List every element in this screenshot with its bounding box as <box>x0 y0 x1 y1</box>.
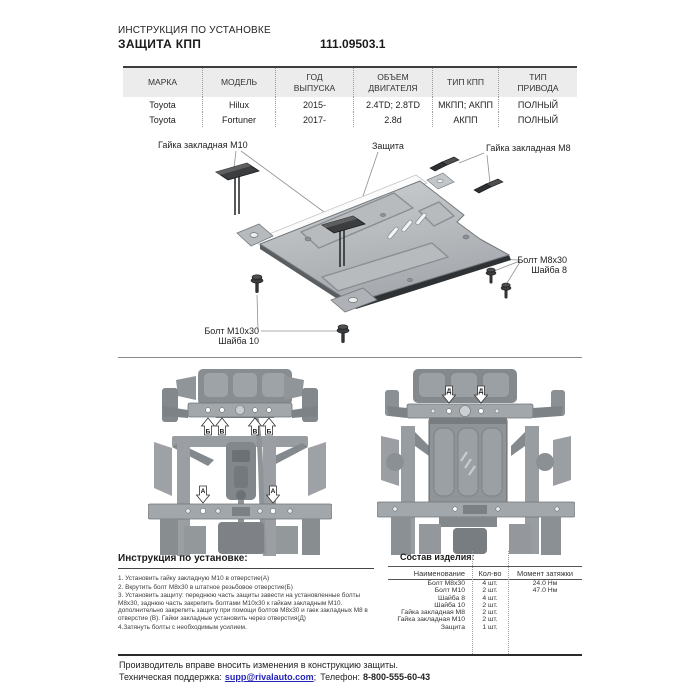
vehicle-cell: 2.8d <box>353 112 432 127</box>
vehicle-header-gearbox: ТИП КПП <box>432 68 498 97</box>
column-divider <box>508 551 509 654</box>
vehicle-cell: МКПП; АКПП <box>432 97 498 112</box>
vehicle-header-make: МАРКА <box>123 68 202 97</box>
part-qty: 2 шт. <box>482 601 498 609</box>
vehicle-header-model: МОДЕЛЬ <box>202 68 275 97</box>
vehicle-cell: Toyota <box>149 114 176 125</box>
instruction-step: 2. Вкрутить болт М8х30 в штатное резьбовое отверстие(Б) <box>118 583 293 591</box>
parts-row <box>388 580 582 587</box>
part-qty: 2 шт. <box>482 616 498 624</box>
instruction-step: 4.Затянуть болты с необходимым усилием. <box>118 623 247 631</box>
parts-header-name: Наименование <box>413 568 465 578</box>
part-name: Шайба 8 <box>438 594 465 602</box>
instructions-title: Инструкция по установке: <box>118 553 374 569</box>
vehicle-cell: 2017- <box>275 112 353 127</box>
part-qty: 2 шт. <box>482 587 498 595</box>
parts-row <box>388 595 582 602</box>
underbody-view-installed <box>377 366 575 556</box>
part-name: Шайба 10 <box>434 601 465 609</box>
part-torque <box>508 616 582 623</box>
callout-washer-8: Шайба 8 <box>531 265 567 275</box>
part-torque <box>508 595 582 602</box>
footer-divider <box>118 654 582 656</box>
part-torque: 24.0 Нм <box>532 580 558 587</box>
parts-row <box>388 624 582 631</box>
vehicle-cell: ПОЛНЫЙ <box>498 112 577 127</box>
marker-letter: Б <box>205 428 211 436</box>
vehicle-cell: 2015- <box>275 97 353 112</box>
marker-letter: А <box>270 488 276 495</box>
part-qty: 1 шт. <box>482 623 498 631</box>
callout-clamp-nut-m10: Гайка закладная М10 <box>158 140 248 150</box>
callout-bolt-m8: Болт М8х30 <box>517 255 567 265</box>
support-line <box>119 672 430 682</box>
vehicle-cell: АКПП <box>432 112 498 127</box>
clamp-nut-m10-icon <box>216 163 259 215</box>
bolt-m10-icon <box>251 275 263 293</box>
part-torque <box>508 609 582 616</box>
bolt-m8-icon <box>486 268 496 283</box>
part-name: Защита <box>440 623 465 631</box>
disclaimer-text: Производитель вправе вносить изменения в конструкцию защиты. <box>119 660 399 670</box>
part-qty: 4 шт. <box>482 594 498 602</box>
email-link[interactable]: supp@rivalauto.com <box>224 672 314 682</box>
bolt-m10-icon <box>337 325 349 343</box>
marker-letter: В <box>252 428 258 436</box>
vehicle-header-engine: ОБЪЕМ ДВИГАТЕЛЯ <box>353 68 432 97</box>
underbody-view-bare <box>148 366 332 556</box>
callout-washer-10: Шайба 10 <box>218 336 259 346</box>
parts-header-row <box>388 566 582 580</box>
vehicle-header-year: ГОД ВЫПУСКА <box>275 68 353 97</box>
parts-header-qty: Кол-во <box>478 568 502 578</box>
separator: ; <box>313 672 317 682</box>
marker-letter: Д <box>478 388 484 395</box>
parts-title: Состав изделия: <box>400 552 475 562</box>
exploded-diagram <box>110 131 590 353</box>
part-name: Болт М10 <box>434 587 465 595</box>
instruction-steps <box>118 575 372 632</box>
parts-header-torque: Момент затяжки <box>516 568 574 578</box>
parts-table <box>388 551 582 654</box>
page-title: ЗАЩИТА КПП <box>118 37 202 51</box>
callout-shield: Защита <box>372 141 404 151</box>
phone-number: 8-800-555-60-43 <box>363 672 431 682</box>
vehicle-header-drive: ТИП ПРИВОДА <box>498 68 577 97</box>
column-divider <box>472 551 473 654</box>
vehicle-cell: 2.4TD; 2.8TD <box>353 97 432 112</box>
clamp-nut-m8-icon <box>474 179 503 193</box>
phone-label: Телефон: <box>320 672 361 682</box>
marker-letter: А <box>200 488 206 495</box>
part-qty: 4 шт. <box>482 580 498 587</box>
doc-type-label: ИНСТРУКЦИЯ ПО УСТАНОВКЕ <box>118 25 271 36</box>
marker-letter: Б <box>266 428 272 436</box>
part-name: Гайка закладная М10 <box>397 616 465 624</box>
part-name: Гайка закладная М8 <box>401 609 465 617</box>
vehicle-cell: Hilux <box>202 97 275 112</box>
parts-row <box>388 587 582 594</box>
part-torque <box>508 602 582 609</box>
instruction-step: 3. Установить защиту: переднюю часть защиты завести на установленные болты М8х30, заднюю часть закрепить болтами М10х30 к гайкам закладным М10. дополнительно закрепить защиту при помощи болтов М8х30 и гаек закладных М8 в отверстие (В). Гайки закладные установить через отверстия(Д) <box>118 592 368 622</box>
support-label: Техническая поддержка: <box>119 672 222 682</box>
parts-row <box>388 616 582 623</box>
clamp-nut-m8-icon <box>430 157 459 171</box>
vehicle-cell: Fortuner <box>202 112 275 127</box>
marker-letter: Д <box>446 388 452 395</box>
part-number: 111.09503.1 <box>320 37 386 51</box>
section-divider <box>118 357 582 358</box>
vehicle-table <box>123 66 577 127</box>
underbody-structure <box>148 369 332 556</box>
bolt-m8-icon <box>501 283 511 298</box>
part-torque: 47.0 Нм <box>532 587 558 595</box>
marker-letter: В <box>219 428 225 436</box>
callout-bolt-m10: Болт М10х30 <box>204 326 259 336</box>
callout-clamp-nut-m8: Гайка закладная М8 <box>486 143 571 153</box>
part-qty: 2 шт. <box>482 609 498 617</box>
part-name: Болт М8х30 <box>427 580 465 587</box>
instruction-step: 1. Установить гайку закладную М10 в отверстие(А) <box>118 575 270 582</box>
part-torque <box>508 624 582 631</box>
vehicle-cell: ПОЛНЫЙ <box>498 97 577 112</box>
vehicle-cell: Toyota <box>149 99 176 110</box>
